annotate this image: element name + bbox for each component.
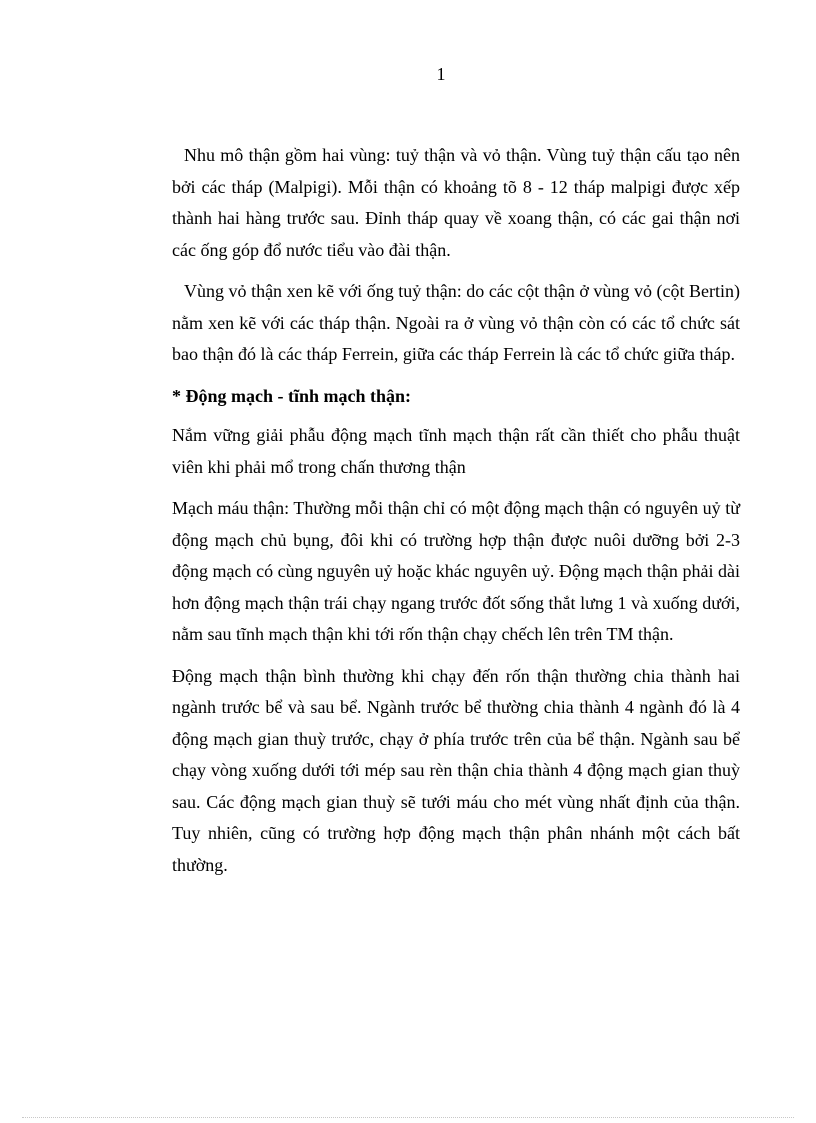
paragraph-anatomy-importance: Nắm vững giải phẫu động mạch tĩnh mạch thận rất cần thiết cho phẫu thuật viên khi phải mổ trong chấn thương thận	[172, 425, 740, 477]
paragraph-renal-blood-vessels: Mạch máu thận: Thường mỗi thận chỉ có một động mạch thận có nguyên uỷ từ động mạch chủ bụng, đôi khi có trường hợp thận được nuôi dưỡng bởi 2-3 động mạch có cùng nguyên uỷ hoặc khác nguyên uỷ. Động mạch thận phải dài hơn động mạch thận trái chạy ngang trước đốt sống thắt lưng 1 và xuống dưới, nằm sau tĩnh mạch thận khi tới rốn thận chạy chếch lên trên TM thận.	[172, 498, 740, 644]
paragraph-renal-artery-branches: Động mạch thận bình thường khi chạy đến rốn thận thường chia thành hai ngành trước bể và sau bể. Ngành trước bể thường chia thành 4 ngành đó là 4 động mạch gian thuỳ trước, chạy ở phía trước trên của bể thận. Ngành sau bể chạy vòng xuống dưới tới mép sau rèn thận chia thành 4 động mạch gian thuỳ sau. Các động mạch gian thuỳ sẽ tưới máu cho mét vùng nhất định của thận. Tuy nhiên, cũng có trường hợp động mạch thận phân nhánh một cách bất thường.	[172, 665, 740, 875]
document-body	[172, 140, 740, 891]
paragraph-cortex: Vùng vỏ thận xen kẽ với ống tuỷ thận: do các cột thận ở vùng vỏ (cột Bertin) nằm xen kẽ với các tháp thận. Ngoài ra ở vùng vỏ thận còn có các tổ chức sát bao thận đó là các tháp Ferrein, giữa các tháp Ferrein là các tổ chức giữa tháp.	[172, 281, 740, 364]
page-number: 1	[436, 64, 446, 84]
page-bottom-rule	[22, 1117, 794, 1118]
section-heading-renal-vessels: * Động mạch - tĩnh mạch thận:	[172, 385, 412, 406]
paragraph-renal-parenchyma: Nhu mô thận gồm hai vùng: tuỷ thận và vỏ thận. Vùng tuỷ thận cấu tạo nên bởi các tháp (Malpigi). Mỗi thận có khoảng tõ 8 - 12 tháp malpigi được xếp thành hai hàng trước sau. Đỉnh tháp quay về xoang thận, có các gai thận nơi các ống góp đổ nước tiểu vào đài thận.	[172, 145, 740, 260]
